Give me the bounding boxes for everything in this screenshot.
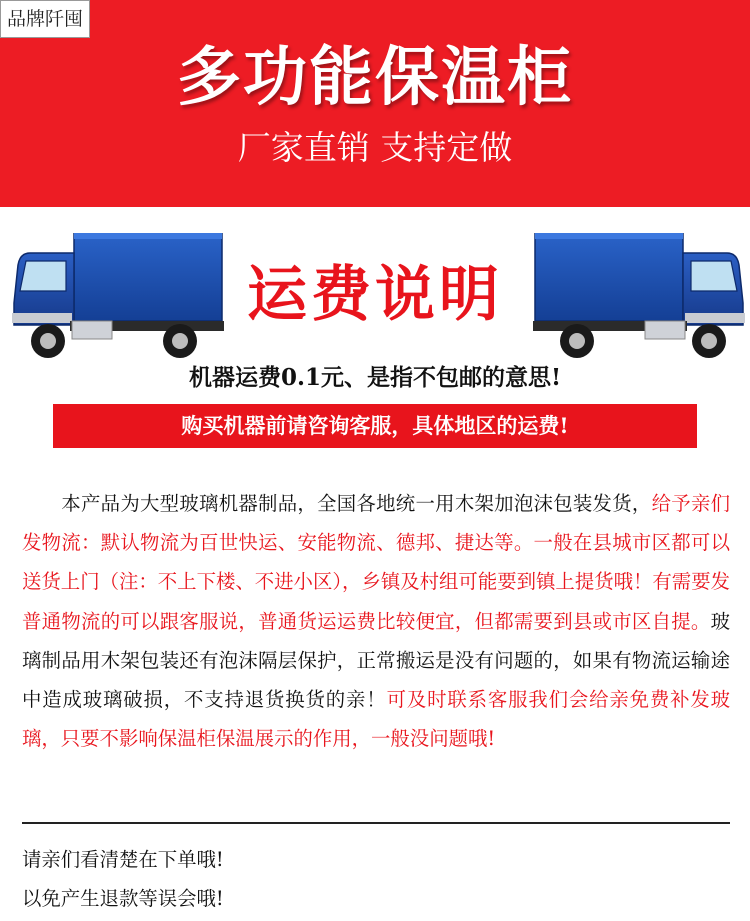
shipping-banner [0, 207, 750, 357]
delivery-truck-icon [530, 233, 745, 363]
brand-tag: 品牌阡囤 [0, 0, 90, 38]
footer-reminder-2: 以免产生退款等误会哦! [22, 887, 224, 910]
replacement-info: 可及时联系客服我们会给亲免费补发玻璃，只要不影响保温柜保温展示的作用，一般没问题哦! [22, 688, 731, 751]
delivery-truck-icon [12, 233, 227, 363]
description-intro: 本产品为大型玻璃机器制品，全国各地统一用木架加泡沫包装发货， [61, 492, 652, 515]
packaging-info: 玻璃制品用木架包装还有泡沫隔层保护，正常搬运是没有问题的，如果有物流运输途中造成玻璃破损，不支持退货换货的亲！ [22, 609, 730, 712]
shipping-description [22, 484, 730, 758]
footer-reminder-1: 请亲们看清楚在下单哦! [22, 848, 224, 871]
section-divider [22, 822, 730, 824]
consult-banner: 购买机器前请咨询客服，具体地区的运费! [53, 404, 697, 448]
header-banner [0, 0, 750, 207]
logistics-info: 给予亲们发物流：默认物流为百世快运、安能物流、德邦、捷达等。一般在县城市区都可以送货上门（注：不上下楼、不进小区），乡镇及村组可能要到镇上提货哦！有需要发普通物流的可以跟客服说，普通货运运费比较便宜，但都需要到县或市区自提。 [22, 492, 731, 633]
page-subtitle: 厂家直销 支持定做 [237, 128, 513, 167]
shipping-notice: 机器运费0.1元、是指不包邮的意思! [188, 364, 562, 391]
page-title: 多功能保温柜 [177, 41, 573, 115]
shipping-title: 运费说明 [247, 260, 503, 330]
